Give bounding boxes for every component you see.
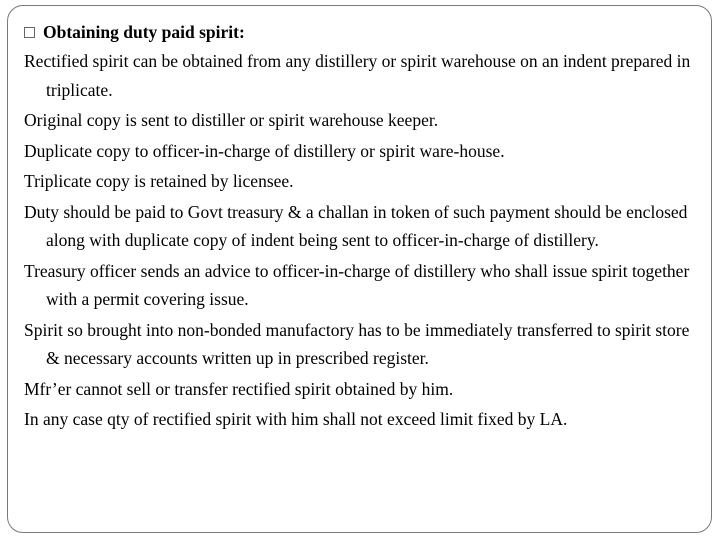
paragraph: Mfr’er cannot sell or transfer rectified spirit obtained by him. <box>24 378 454 399</box>
slide-heading <box>24 18 706 46</box>
paragraph: Spirit so brought into non-bonded manufactory has to be immediately transferred to spirit store & necessary accounts written up in prescribed register. <box>24 319 690 368</box>
paragraph: Treasury officer sends an advice to officer-in-charge of distillery who shall issue spirit together with a permit covering issue. <box>24 260 690 309</box>
paragraph: Duty should be paid to Govt treasury & a challan in token of such payment should be enclosed along with duplicate copy of indent being sent to officer-in-charge of distillery. <box>24 201 688 250</box>
slide-content <box>24 18 706 436</box>
paragraph: Original copy is sent to distiller or spirit warehouse keeper. <box>24 110 439 130</box>
paragraph: In any case qty of rectified spirit with him shall not exceed limit fixed by LA. <box>24 409 568 429</box>
paragraph: Rectified spirit can be obtained from any distillery or spirit warehouse on an indent prepared in triplicate. <box>24 51 691 100</box>
paragraph: Triplicate copy is retained by licensee. <box>24 171 294 191</box>
checkbox-bullet-icon <box>24 27 35 38</box>
paragraph: Duplicate copy to officer-in-charge of distillery or spirit ware-house. <box>24 140 505 161</box>
heading-text: Obtaining duty paid spirit: <box>43 22 245 42</box>
